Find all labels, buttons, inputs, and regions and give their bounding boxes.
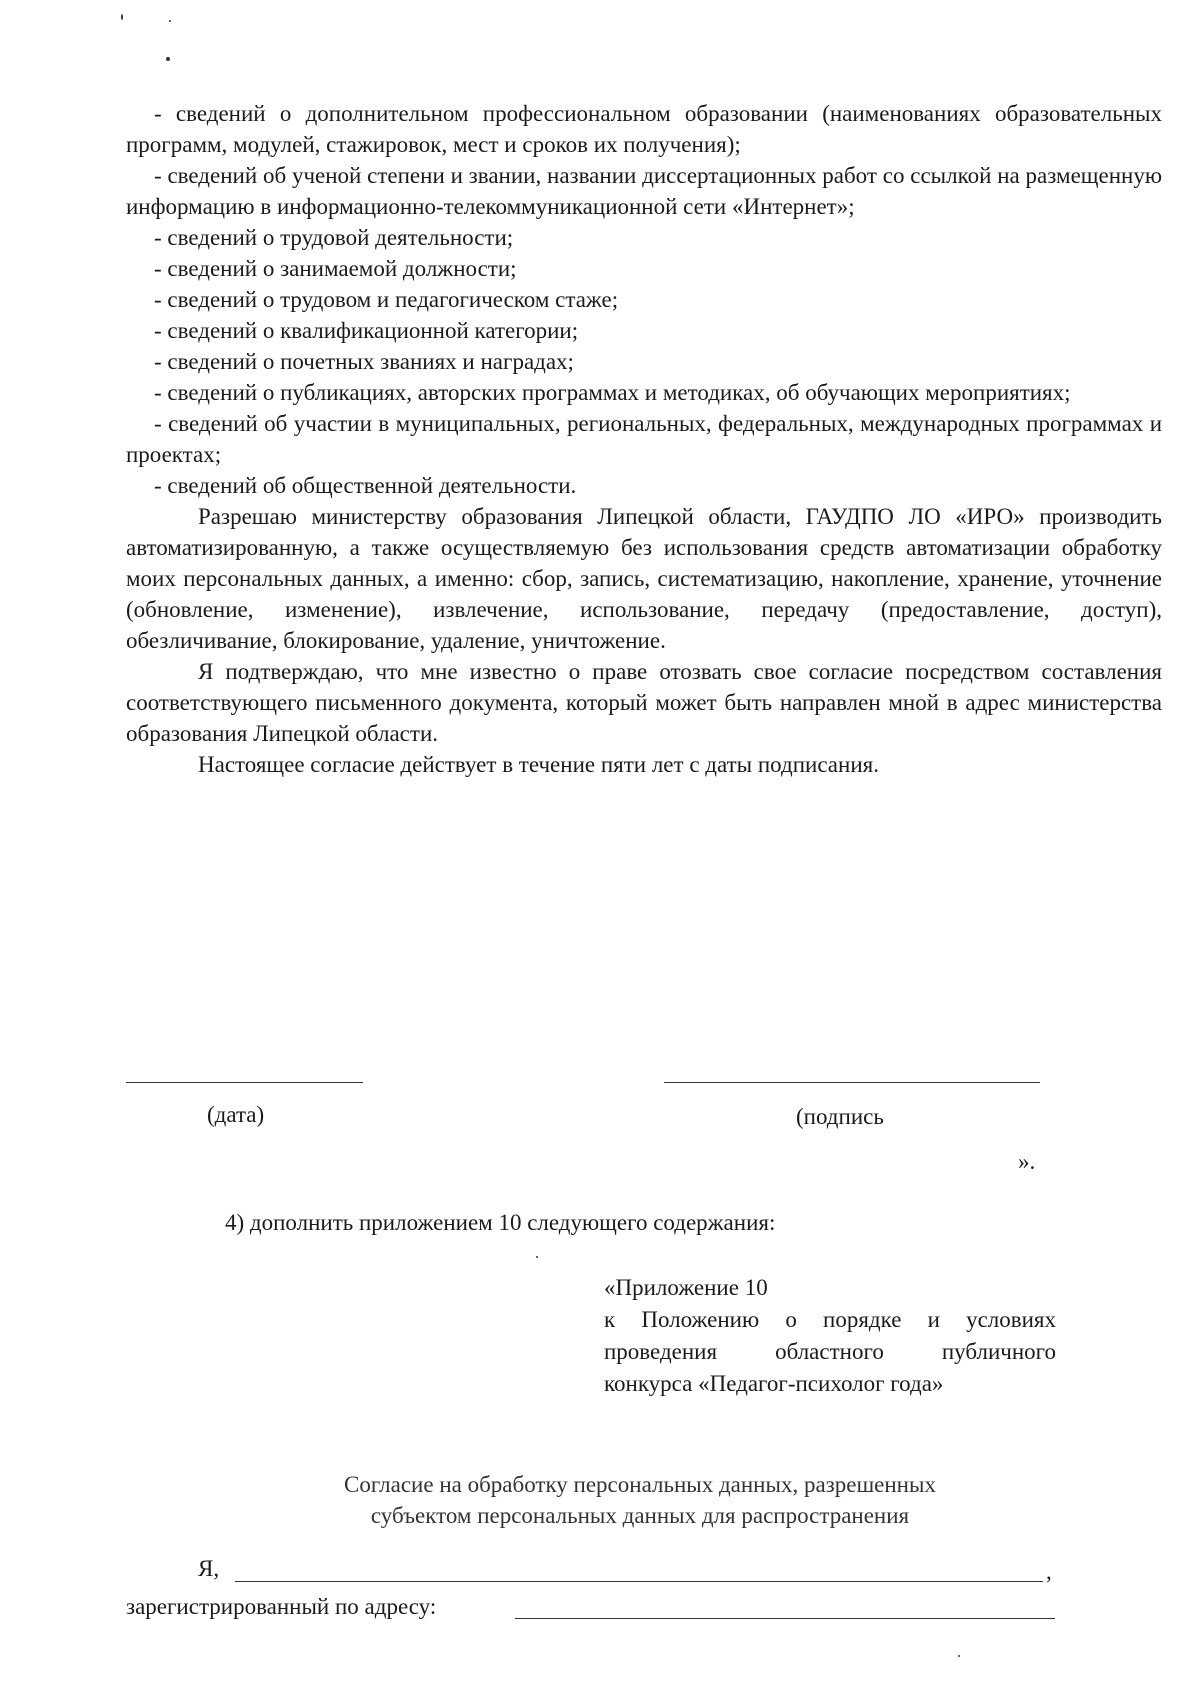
list-item: - сведений о публикациях, авторских программах и методиках, об обучающих мероприятиях; [154,380,1071,405]
scan-speck [166,57,170,61]
address-field-line[interactable] [515,1618,1055,1619]
date-label: (дата) [207,1102,265,1127]
scan-speck [169,20,171,22]
list-item: - сведений о квалификационной категории; [154,318,579,343]
name-field-comma: , [1046,1559,1052,1584]
list-item: - сведений об общественной деятельности. [154,473,577,498]
date-line [126,1082,363,1083]
list-item: - сведений об ученой степени и звании, названии диссертационных работ со ссылкой на размещенную информацию в информационно-телекоммуникационной сети «Интернет»; [126,163,1162,219]
processing-permission-paragraph: Разрешаю министерству образования Липецкой области, ГАУДПО ЛО «ИРО» производить автоматизированную, а также осуществляемую без использования средств автоматизации обработку моих персональных данных, а именно: сбор, запись, систематизацию, накопление, хранение, уточнение (обновление, изменение), извлечение, использование, передачу (предоставление, доступ), обезличивание, блокирование, удаление, уничтожение. [126,504,1162,653]
name-field-line[interactable] [235,1581,1043,1582]
consent-title-line: субъектом персональных данных для распространения [370,1503,910,1528]
list-item: - сведений о почетных званиях и наградах; [154,349,574,374]
list-item: - сведений о дополнительном профессиональном образовании (наименованиях образовательных программ, модулей, стажировок, мест и сроков их получения); [126,101,1162,157]
closing-quote: ». [1018,1149,1036,1174]
list-item: - сведений о трудовом и педагогическом стаже; [154,287,619,312]
consent-title [200,1469,1080,1531]
signature-label: (подпись [796,1104,884,1129]
list-item: - сведений об участии в муниципальных, региональных, федеральных, международных программах и проектах; [126,411,1162,467]
appendix-header [604,1272,1056,1400]
list-item: - сведений о трудовой деятельности; [154,225,514,250]
appendix-reference: проведения областного публичного [604,1339,1056,1364]
validity-paragraph: Настоящее согласие действует в течение пяти лет с даты подписания. [198,752,879,777]
scan-speck [958,1655,960,1657]
withdrawal-right-paragraph: Я подтверждаю, что мне известно о праве отозвать свое согласие посредством составления соответствующего письменного документа, который может быть направлен мной в адрес министерства образования Липецкой области. [126,659,1162,746]
consent-title-line: Согласие на обработку персональных данных, разрешенных [344,1472,936,1497]
i-label: Я, [198,1556,220,1581]
appendix-reference: к Положению о порядке и условиях [604,1307,1056,1332]
amendment-line: 4) дополнить приложением 10 следующего содержания: [225,1210,776,1235]
appendix-reference: конкурса «Педагог-психолог года» [604,1371,944,1396]
appendix-number: «Приложение 10 [604,1275,768,1300]
consent-text [126,98,1162,780]
address-label: зарегистрированный по адресу: [126,1594,437,1619]
scan-speck [121,14,123,20]
scan-speck [536,1256,538,1258]
list-item: - сведений о занимаемой должности; [154,256,517,281]
signature-line [664,1082,1040,1083]
